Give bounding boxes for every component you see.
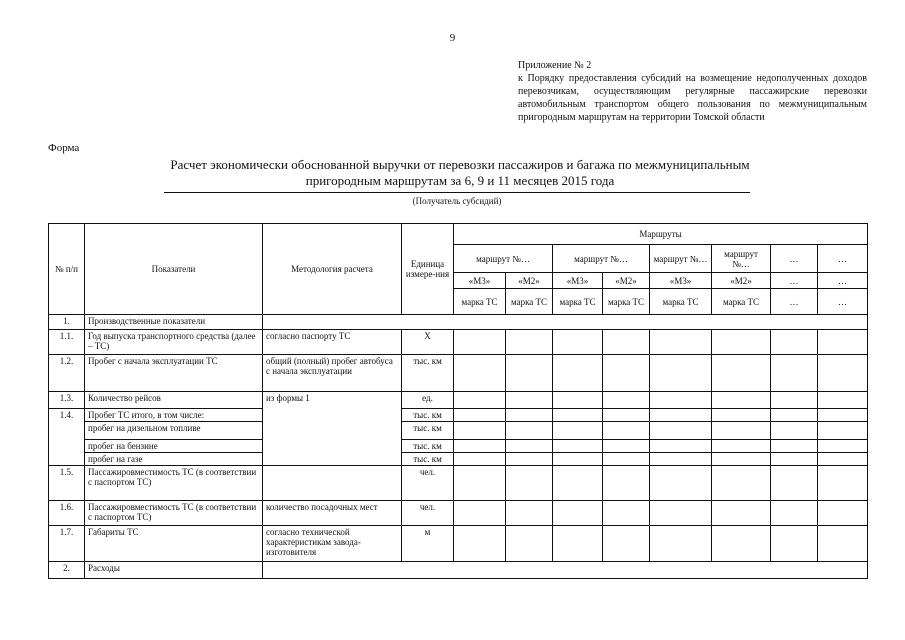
value-cell <box>506 466 553 501</box>
row-unit: м <box>402 526 454 562</box>
row-method: общий (полный) пробег автобуса с начала эксплуатации <box>263 355 402 392</box>
row-num: 2. <box>49 562 85 579</box>
value-cell <box>506 440 553 453</box>
vehicle-class: «М2» <box>603 273 650 289</box>
table-row-1-5 <box>49 466 868 501</box>
route-label: … <box>771 245 818 273</box>
value-cell <box>506 526 553 562</box>
row-label: Год выпуска транспортного средства (далее – ТС) <box>85 330 263 355</box>
section-blank <box>263 562 868 579</box>
row-method: количество посадочных мест <box>263 501 402 526</box>
row-num-blank <box>49 453 85 466</box>
value-cell <box>818 466 868 501</box>
value-cell <box>603 409 650 422</box>
row-method <box>263 466 402 501</box>
value-cell <box>454 501 506 526</box>
vehicle-class: «М2» <box>712 273 771 289</box>
table-row-1-3 <box>49 392 868 409</box>
value-cell <box>506 422 553 440</box>
value-cell <box>553 440 603 453</box>
row-label: Пробег ТС итого, в том числе: <box>85 409 263 422</box>
table-row-1-4-petrol <box>49 440 868 453</box>
table-row-1-4-diesel <box>49 422 868 440</box>
row-unit: тыс. км <box>402 422 454 440</box>
vehicle-brand: марка ТС <box>650 289 712 315</box>
table-row-section-1 <box>49 315 868 330</box>
table-row-1-6 <box>49 501 868 526</box>
value-cell <box>506 453 553 466</box>
value-cell <box>650 330 712 355</box>
row-unit: X <box>402 330 454 355</box>
calculation-table <box>48 223 868 579</box>
document-title-line-2: пригородным маршрутам за 6, 9 и 11 месяцев 2015 года <box>305 173 615 188</box>
value-cell <box>818 440 868 453</box>
appendix-title: Приложение № 2 <box>518 60 592 71</box>
row-method: согласно технической характеристикам завода-изготовителя <box>263 526 402 562</box>
value-cell <box>650 422 712 440</box>
value-cell <box>454 466 506 501</box>
vehicle-brand: … <box>818 289 868 315</box>
value-cell <box>506 330 553 355</box>
value-cell <box>454 440 506 453</box>
value-cell <box>818 422 868 440</box>
vehicle-brand: … <box>771 289 818 315</box>
value-cell <box>818 501 868 526</box>
value-cell <box>603 501 650 526</box>
value-cell <box>771 422 818 440</box>
vehicle-class: «М3» <box>553 273 603 289</box>
value-cell <box>506 501 553 526</box>
route-label: маршрут №… <box>553 245 650 273</box>
header-method: Методология расчета <box>263 224 402 315</box>
value-cell <box>712 422 771 440</box>
value-cell <box>771 440 818 453</box>
row-method: из формы 1 <box>263 392 402 466</box>
row-num-blank <box>49 422 85 440</box>
value-cell <box>603 453 650 466</box>
row-num: 1.1. <box>49 330 85 355</box>
value-cell <box>650 409 712 422</box>
value-cell <box>650 392 712 409</box>
row-num: 1. <box>49 315 85 330</box>
value-cell <box>771 409 818 422</box>
value-cell <box>771 501 818 526</box>
value-cell <box>771 453 818 466</box>
value-cell <box>506 355 553 392</box>
value-cell <box>712 440 771 453</box>
table-row-1-1 <box>49 330 868 355</box>
appendix-text: к Порядку предоставления субсидий на возмещение недополученных доходов перевозчикам, осуществляющим регулярные пассажирские перевозки автомобильным транспортом общего пользования по межмуниципальным пригородным маршрутам на территории Томской области <box>518 73 867 123</box>
header-num: № п/п <box>49 224 85 315</box>
value-cell <box>454 422 506 440</box>
vehicle-class: … <box>771 273 818 289</box>
value-cell <box>650 453 712 466</box>
row-num-blank <box>49 440 85 453</box>
value-cell <box>603 466 650 501</box>
value-cell <box>712 355 771 392</box>
table-row-1-4 <box>49 409 868 422</box>
row-label: Пассажировместимость ТС (в соответствии с паспортом ТС) <box>85 501 263 526</box>
vehicle-brand: марка ТС <box>553 289 603 315</box>
value-cell <box>506 392 553 409</box>
value-cell <box>712 330 771 355</box>
row-label: Количество рейсов <box>85 392 263 409</box>
value-cell <box>818 355 868 392</box>
header-indicators: Показатели <box>85 224 263 315</box>
vehicle-brand: марка ТС <box>506 289 553 315</box>
vehicle-brand: марка ТС <box>454 289 506 315</box>
header-unit: Единица измере-ния <box>402 224 454 315</box>
row-num: 1.2. <box>49 355 85 392</box>
row-num: 1.6. <box>49 501 85 526</box>
value-cell <box>603 440 650 453</box>
value-cell <box>553 409 603 422</box>
value-cell <box>553 501 603 526</box>
value-cell <box>454 392 506 409</box>
value-cell <box>603 422 650 440</box>
recipient-underline <box>164 192 750 193</box>
value-cell <box>553 453 603 466</box>
value-cell <box>553 526 603 562</box>
value-cell <box>454 453 506 466</box>
row-unit: тыс. км <box>402 355 454 392</box>
value-cell <box>818 453 868 466</box>
section-blank <box>263 315 868 330</box>
table-row-1-4-gas <box>49 453 868 466</box>
row-num: 1.4. <box>49 409 85 422</box>
value-cell <box>818 526 868 562</box>
value-cell <box>771 330 818 355</box>
row-unit: чел. <box>402 501 454 526</box>
table-row-section-2 <box>49 562 868 579</box>
value-cell <box>553 355 603 392</box>
value-cell <box>506 409 553 422</box>
value-cell <box>771 526 818 562</box>
value-cell <box>603 392 650 409</box>
value-cell <box>650 526 712 562</box>
value-cell <box>553 422 603 440</box>
row-unit: ед. <box>402 392 454 409</box>
value-cell <box>553 466 603 501</box>
route-label: маршрут №… <box>712 245 771 273</box>
value-cell <box>650 440 712 453</box>
vehicle-class: «М2» <box>506 273 553 289</box>
row-label: пробег на дизельном топливе <box>85 422 263 440</box>
value-cell <box>650 501 712 526</box>
value-cell <box>712 501 771 526</box>
row-unit: тыс. км <box>402 409 454 422</box>
route-label: маршрут №… <box>454 245 553 273</box>
value-cell <box>603 526 650 562</box>
vehicle-class: «М3» <box>454 273 506 289</box>
document-title <box>120 157 800 189</box>
value-cell <box>771 355 818 392</box>
row-label: пробег на бензине <box>85 440 263 453</box>
table-row-1-2 <box>49 355 868 392</box>
row-unit: тыс. км <box>402 440 454 453</box>
row-label: Пассажировместимость ТС (в соответствии с паспортом ТС) <box>85 466 263 501</box>
row-label: пробег на газе <box>85 453 263 466</box>
row-num: 1.5. <box>49 466 85 501</box>
value-cell <box>603 355 650 392</box>
table-row-1-7 <box>49 526 868 562</box>
recipient-caption: (Получатель субсидий) <box>412 196 502 206</box>
vehicle-class: … <box>818 273 868 289</box>
value-cell <box>553 392 603 409</box>
value-cell <box>454 409 506 422</box>
value-cell <box>712 466 771 501</box>
row-unit: тыс. км <box>402 453 454 466</box>
route-label: … <box>818 245 868 273</box>
value-cell <box>818 330 868 355</box>
value-cell <box>650 466 712 501</box>
row-label: Габариты ТС <box>85 526 263 562</box>
value-cell <box>553 330 603 355</box>
value-cell <box>771 466 818 501</box>
row-label: Пробег с начала эксплуатации ТС <box>85 355 263 392</box>
value-cell <box>712 392 771 409</box>
value-cell <box>603 330 650 355</box>
value-cell <box>712 409 771 422</box>
vehicle-brand: марка ТС <box>712 289 771 315</box>
document-title-line-1: Расчет экономически обоснованной выручки от перевозки пассажиров и багажа по межмуниципальным <box>170 157 750 172</box>
page-number: 9 <box>449 32 456 44</box>
form-label: Форма <box>48 142 80 154</box>
value-cell <box>771 392 818 409</box>
header-routes: Маршруты <box>454 224 868 245</box>
row-num: 1.7. <box>49 526 85 562</box>
vehicle-brand: марка ТС <box>603 289 650 315</box>
row-unit: чел. <box>402 466 454 501</box>
value-cell <box>454 526 506 562</box>
value-cell <box>454 330 506 355</box>
header-row-routes <box>49 224 868 245</box>
vehicle-class: «М3» <box>650 273 712 289</box>
value-cell <box>712 526 771 562</box>
row-method: согласно паспорту ТС <box>263 330 402 355</box>
value-cell <box>818 392 868 409</box>
value-cell <box>818 409 868 422</box>
row-label: Производственные показатели <box>85 315 263 330</box>
row-num: 1.3. <box>49 392 85 409</box>
value-cell <box>712 453 771 466</box>
value-cell <box>454 355 506 392</box>
value-cell <box>650 355 712 392</box>
route-label: маршрут №… <box>650 245 712 273</box>
row-label: Расходы <box>85 562 263 579</box>
